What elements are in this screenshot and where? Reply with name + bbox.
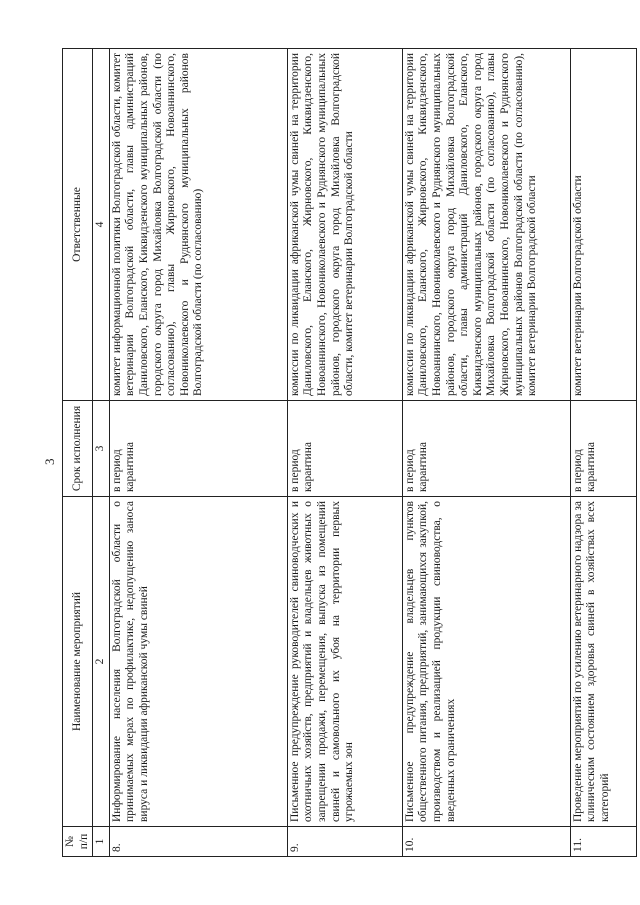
table-header-row (63, 49, 93, 857)
column-number: 3 (93, 401, 110, 497)
header-term: Срок исполнения (63, 401, 93, 497)
measure-responsible: комитет ветеринарии Волгоградской области (570, 49, 636, 401)
header-responsible: Ответственные (63, 49, 93, 401)
column-number-row (93, 49, 110, 857)
table-row (402, 49, 570, 857)
header-name: Наименование мероприятий (63, 497, 93, 827)
table-row (109, 49, 287, 857)
measure-name: Проведение мероприятий по усилению ветеринарного надзора за клиническим состоянием здоровья свиней в хозяйствах всех категорий (570, 497, 636, 827)
row-number: 10. (402, 827, 570, 857)
row-number: 8. (109, 827, 287, 857)
measures-table (62, 48, 637, 857)
table-row (570, 49, 636, 857)
measure-term: в период карантина (109, 401, 287, 497)
column-number: 1 (93, 827, 110, 857)
column-number: 2 (93, 497, 110, 827)
row-number: 11. (570, 827, 636, 857)
measure-term: в период карантина (287, 401, 402, 497)
measure-name: Письменное предупреждение руководителей свиноводческих и охотничьих хозяйств, предприятий и владельцев животных о запрещении продажи, перемещения, выпуска из помещений свиней и самовольного их убоя на территории первых угрожаемых зон (287, 497, 402, 827)
row-number: 9. (287, 827, 402, 857)
header-no: № п/п (63, 827, 93, 857)
measure-term: в период карантина (402, 401, 570, 497)
table-row (287, 49, 402, 857)
measure-name: Информирование населения Волгоградской области о принимаемых мерах по профилактике, недопущению заноса вируса и ликвидации африканской чумы свиней (109, 497, 287, 827)
measure-name: Письменное предупреждение владельцев пунктов общественного питания, предприятий, занимающихся закупкой, производством и реализацией продукции свиноводства, о введенных ограничениях (402, 497, 570, 827)
column-number: 4 (93, 49, 110, 401)
measure-responsible: комитет информационной политики Волгоградской области, комитет ветеринарии Волгоградской области, главы администраций Даниловского, Еланского, Киквидзенского муниципальных районов, городского округа город Михайловка Волгоградской области (по согласованию), главы Жирновского, Новоаннинского, Новониколаевского и Руднянского муниципальных районов Волгоградской области (по согласованию) (109, 49, 287, 401)
page-number: 3 (42, 458, 57, 465)
measure-responsible: комиссии по ликвидации африканской чумы свиней на территории Даниловского, Еланского, Жирновского, Киквидзенского, Новоаннинского, Новониколаевского и Руднянского муниципальных районов, городского округа город Михайловка Волгоградской области, главы администраций Даниловского, Еланского, Киквидзенского муниципальных районов, городского округа город Михайловка Волгоградской области (по согласованию), главы Жирновского, Новоаннинского, Новониколаевского и Руднянского муниципальных районов Волгоградской области (по согласованию), комитет ветеринарии Волгоградской области (402, 49, 570, 401)
measure-responsible: комиссии по ликвидации африканской чумы свиней на территории Даниловского, Еланского, Жирновского, Киквидзенского, Новоаннинского, Новониколаевского и Руднянского муниципальных районов, городского округа город Михайловка Волгоградской области, комитет ветеринарии Волгоградской области (287, 49, 402, 401)
measure-term: в период карантина (570, 401, 636, 497)
